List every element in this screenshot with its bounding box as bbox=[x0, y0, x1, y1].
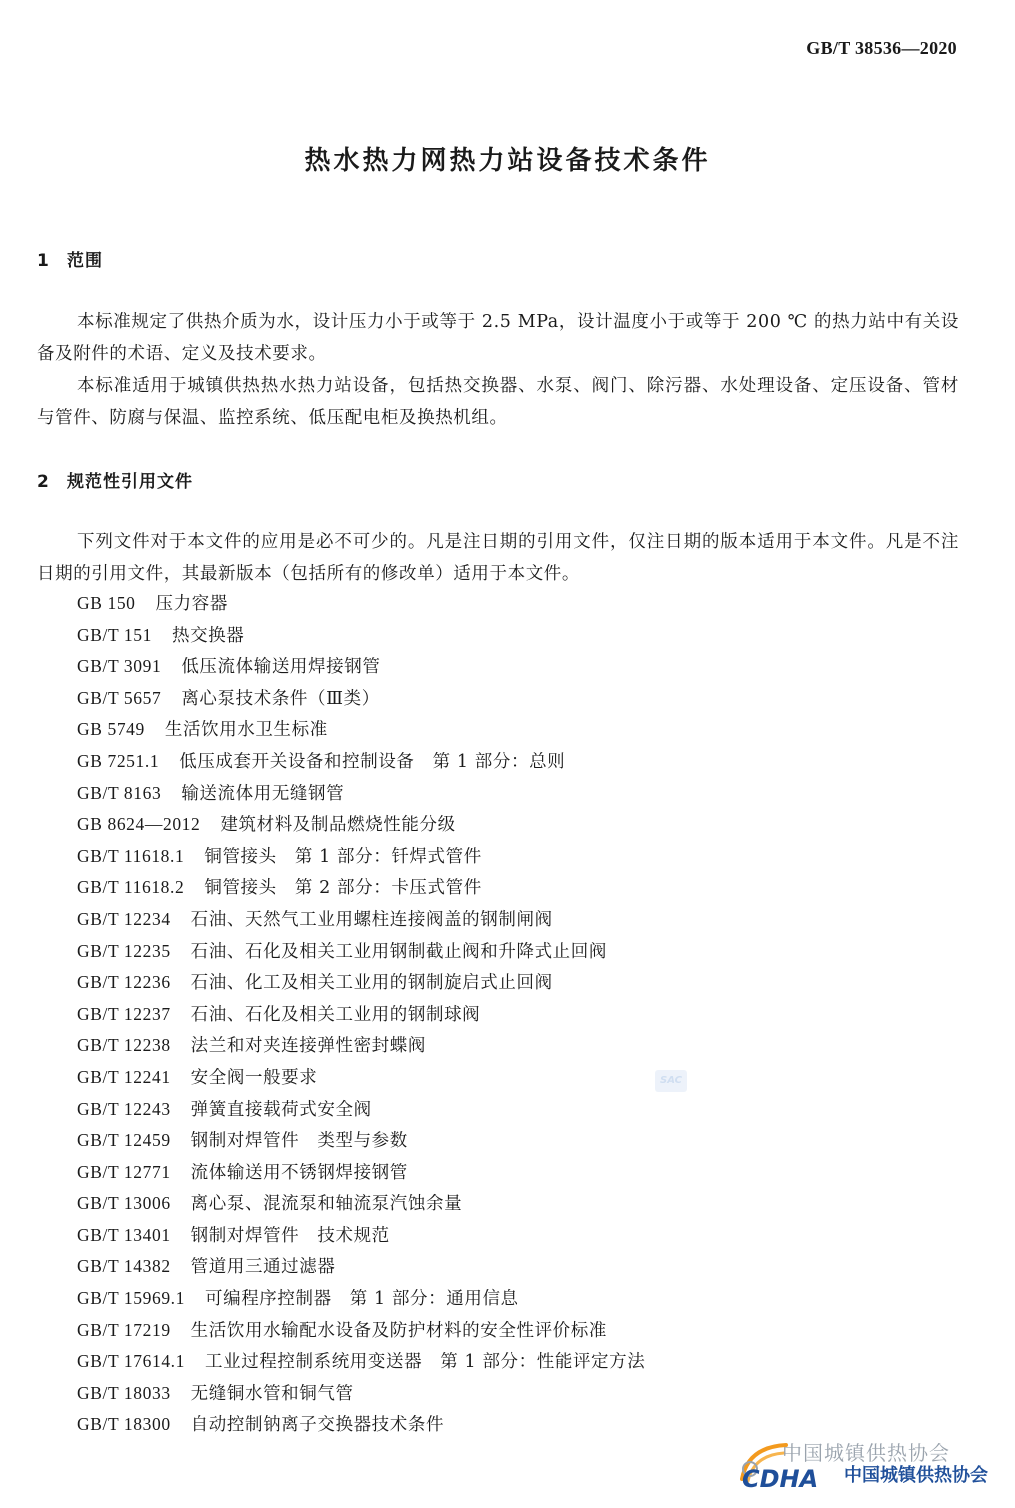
reference-item bbox=[77, 651, 645, 683]
reference-item bbox=[77, 1030, 645, 1062]
reference-item bbox=[77, 1315, 645, 1347]
reference-title: 热交换器 bbox=[171, 625, 245, 646]
reference-item bbox=[77, 872, 645, 904]
reference-title: 流体输送用不锈钢焊接钢管 bbox=[190, 1162, 408, 1183]
reference-item bbox=[77, 967, 645, 999]
reference-title: 无缝铜水管和铜气管 bbox=[190, 1383, 354, 1404]
logo-org-text: 中国城镇供热协会 bbox=[844, 1465, 988, 1486]
reference-title: 石油、化工及相关工业用的钢制旋启式止回阀 bbox=[190, 973, 553, 994]
reference-title: 铜管接头 第 2 部分：卡压式管件 bbox=[204, 878, 482, 899]
reference-item bbox=[77, 1157, 645, 1189]
section-2-paragraph-1: 下列文件对于本文件的应用是必不可少的。凡是注日期的引用文件，仅注日期的版本适用于本文件。凡是不注日期的引用文件，其最新版本（包括所有的修改单）适用于本文件。 bbox=[37, 532, 959, 584]
standard-code: GB/T 38536—2020 bbox=[806, 38, 957, 58]
reference-title: 工业过程控制系统用变送器 第 1 部分：性能评定方法 bbox=[205, 1352, 646, 1373]
reference-code: GB/T 5657 bbox=[77, 687, 162, 708]
reference-code: GB/T 17219 bbox=[77, 1319, 171, 1340]
reference-item bbox=[77, 1346, 645, 1378]
section-number: 1 bbox=[37, 251, 50, 271]
reference-title: 可编程序控制器 第 1 部分：通用信息 bbox=[205, 1289, 519, 1310]
reference-code: GB 5749 bbox=[77, 719, 145, 740]
reference-item bbox=[77, 746, 645, 778]
reference-code: GB/T 12238 bbox=[77, 1035, 171, 1056]
reference-code: GB/T 18300 bbox=[77, 1414, 171, 1435]
reference-title: 石油、石化及相关工业用钢制截止阀和升降式止回阀 bbox=[190, 941, 607, 962]
reference-code: GB/T 11618.2 bbox=[77, 877, 185, 898]
reference-title: 低压流体输送用焊接钢管 bbox=[181, 657, 381, 678]
reference-title: 压力容器 bbox=[155, 594, 228, 614]
reference-title: 石油、天然气工业用螺柱连接阀盖的钢制闸阀 bbox=[190, 909, 553, 930]
reference-title: 安全阀一般要求 bbox=[190, 1067, 318, 1088]
reference-item bbox=[77, 841, 645, 873]
reference-title: 离心泵技术条件（Ⅲ类） bbox=[181, 688, 380, 709]
reference-title: 弹簧直接载荷式安全阀 bbox=[190, 1099, 372, 1120]
reference-title: 生活饮用水输配水设备及防护材料的安全性评价标准 bbox=[190, 1320, 607, 1341]
reference-item bbox=[77, 1062, 645, 1094]
reference-title: 钢制对焊管件 技术规范 bbox=[190, 1225, 390, 1246]
reference-code: GB/T 12236 bbox=[77, 972, 171, 993]
section-2-heading bbox=[37, 467, 193, 492]
reference-title: 石油、石化及相关工业用的钢制球阀 bbox=[190, 1004, 481, 1025]
section-title: 范围 bbox=[67, 251, 103, 271]
reference-code: GB/T 12243 bbox=[77, 1098, 171, 1119]
reference-code: GB 150 bbox=[77, 593, 136, 613]
reference-item bbox=[77, 1409, 645, 1441]
reference-code: GB/T 12235 bbox=[77, 940, 171, 961]
reference-item bbox=[77, 1283, 645, 1315]
reference-code: GB/T 12237 bbox=[77, 1003, 171, 1024]
reference-code: GB/T 13401 bbox=[77, 1224, 171, 1245]
reference-item bbox=[77, 1378, 645, 1410]
section-title: 规范性引用文件 bbox=[67, 472, 193, 492]
section-1-heading bbox=[37, 246, 103, 271]
reference-item bbox=[77, 999, 645, 1031]
reference-item bbox=[77, 620, 645, 652]
reference-item bbox=[77, 809, 645, 841]
reference-code: GB/T 17614.1 bbox=[77, 1351, 185, 1372]
reference-code: GB/T 151 bbox=[77, 624, 152, 645]
cdha-logo-watermark bbox=[738, 1435, 1008, 1495]
sac-watermark: SAC bbox=[655, 1070, 687, 1092]
reference-code: GB/T 13006 bbox=[77, 1193, 171, 1214]
reference-item bbox=[77, 936, 645, 968]
reference-item bbox=[77, 778, 645, 810]
section-1-paragraph-1: 本标准规定了供热介质为水，设计压力小于或等于 2.5 MPa，设计温度小于或等于 200 ℃ 的热力站中有关设备及附件的术语、定义及技术要求。 bbox=[37, 312, 959, 364]
reference-code: GB/T 12241 bbox=[77, 1066, 171, 1087]
reference-code: GB/T 12459 bbox=[77, 1130, 171, 1151]
reference-code: GB/T 12771 bbox=[77, 1161, 171, 1182]
normative-references-list bbox=[77, 588, 645, 1441]
reference-title: 低压成套开关设备和控制设备 第 1 部分：总则 bbox=[179, 751, 566, 772]
section-number: 2 bbox=[37, 472, 50, 492]
reference-title: 钢制对焊管件 类型与参数 bbox=[190, 1131, 408, 1152]
reference-item bbox=[77, 588, 645, 620]
reference-title: 管道用三通过滤器 bbox=[190, 1257, 336, 1278]
reference-title: 生活饮用水卫生标准 bbox=[164, 720, 328, 741]
reference-code: GB/T 8163 bbox=[77, 782, 162, 803]
reference-item bbox=[77, 1125, 645, 1157]
section-1-paragraph-2: 本标准适用于城镇供热热水热力站设备，包括热交换器、水泵、阀门、除污器、水处理设备、定压设备、管材与管件、防腐与保温、监控系统、低压配电柜及换热机组。 bbox=[37, 376, 959, 428]
reference-code: GB 8624—2012 bbox=[77, 814, 201, 835]
reference-title: 自动控制钠离子交换器技术条件 bbox=[190, 1415, 445, 1436]
reference-title: 法兰和对夹连接弹性密封蝶阀 bbox=[190, 1036, 426, 1057]
reference-title: 输送流体用无缝钢管 bbox=[181, 783, 345, 804]
reference-item bbox=[77, 1094, 645, 1126]
reference-code: GB/T 11618.1 bbox=[77, 845, 185, 866]
reference-code: GB/T 18033 bbox=[77, 1382, 171, 1403]
reference-code: GB 7251.1 bbox=[77, 750, 160, 771]
logo-chat-text: 中国城镇供热协会 bbox=[782, 1441, 950, 1465]
reference-item bbox=[77, 683, 645, 715]
reference-code: GB/T 14382 bbox=[77, 1256, 171, 1277]
document-title: 热水热力网热力站设备技术条件 bbox=[304, 146, 711, 176]
reference-code: GB/T 15969.1 bbox=[77, 1288, 185, 1309]
reference-title: 铜管接头 第 1 部分：钎焊式管件 bbox=[204, 846, 482, 867]
reference-item bbox=[77, 1188, 645, 1220]
reference-item bbox=[77, 1251, 645, 1283]
reference-title: 建筑材料及制品燃烧性能分级 bbox=[220, 815, 456, 836]
reference-item bbox=[77, 1220, 645, 1252]
reference-code: GB/T 3091 bbox=[77, 656, 162, 677]
logo-letters: CDHA bbox=[742, 1465, 819, 1491]
reference-item bbox=[77, 714, 645, 746]
reference-item bbox=[77, 904, 645, 936]
reference-title: 离心泵、混流泵和轴流泵汽蚀余量 bbox=[190, 1194, 463, 1215]
reference-code: GB/T 12234 bbox=[77, 908, 171, 929]
